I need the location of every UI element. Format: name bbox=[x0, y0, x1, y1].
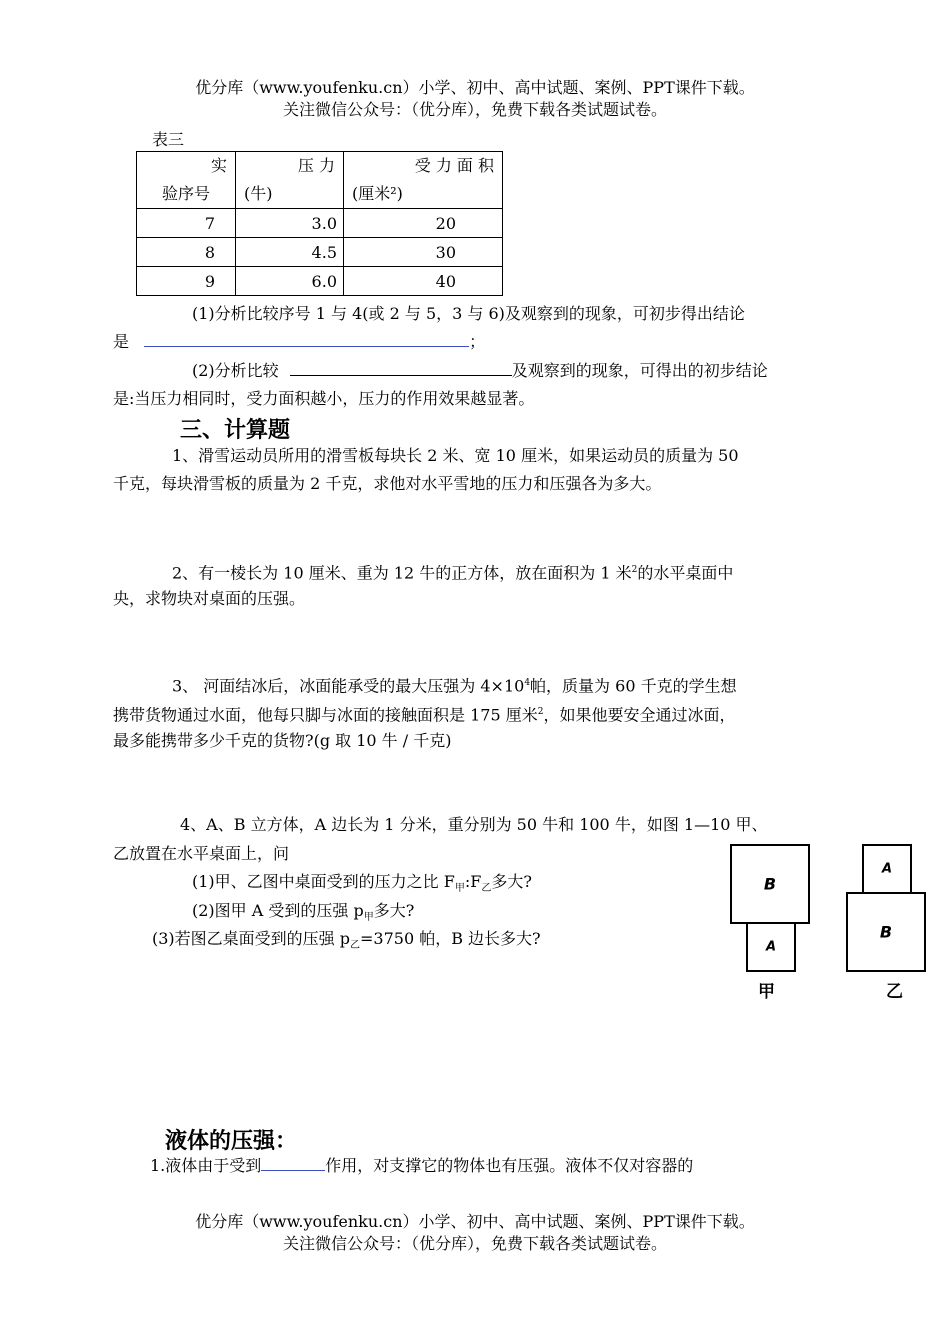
problem-4-line2: 乙放置在水平桌面上，问 bbox=[113, 844, 290, 863]
text: 是 bbox=[113, 332, 130, 351]
data-table bbox=[136, 151, 503, 296]
table-header-row bbox=[137, 152, 503, 209]
answer-blank-2[interactable] bbox=[290, 359, 512, 376]
superscript: 4 bbox=[524, 678, 531, 688]
cell-id: 7 bbox=[137, 209, 236, 238]
header-text: 验序号 bbox=[161, 184, 210, 203]
cell-area: 30 bbox=[344, 238, 503, 267]
problem-4-q3 bbox=[152, 925, 541, 960]
footer-line-2: 关注微信公众号：（优分库），免费下载各类试题试卷。 bbox=[282, 1234, 667, 1253]
text: ，如果他要安全通过冰面， bbox=[543, 705, 736, 725]
cell-area: 20 bbox=[344, 209, 503, 238]
header-line-1: 优分库（www.youfenku.cn）小学、初中、高中试题、案例、PPT课件下载。 bbox=[195, 78, 755, 97]
block-label: A bbox=[765, 939, 777, 955]
superscript: 2 bbox=[631, 565, 638, 575]
text: ； bbox=[469, 332, 486, 351]
header-text: (牛) bbox=[244, 184, 273, 203]
text: 1.液体由于受到 bbox=[150, 1156, 262, 1175]
header-text: 受 力 面 积 bbox=[414, 156, 494, 175]
block-label: A bbox=[881, 861, 893, 877]
text: (2)分析比较 bbox=[192, 361, 279, 380]
figure-jia-block-bottom bbox=[746, 922, 796, 972]
subscript: 乙 bbox=[350, 940, 360, 952]
problem-2-line1 bbox=[172, 556, 733, 587]
problem-2-line2: 央，求物块对桌面的压强。 bbox=[113, 589, 306, 608]
header-cell-force bbox=[236, 152, 344, 209]
analysis-q1-line1: (1)分析比较序号 1 与 4(或 2 与 5，3 与 6)及观察到的现象，可初步得出结论 bbox=[192, 304, 745, 323]
table-row bbox=[137, 209, 503, 238]
footer-line-1: 优分库（www.youfenku.cn）小学、初中、高中试题、案例、PPT课件下载。 bbox=[195, 1212, 755, 1231]
answer-blank-1[interactable] bbox=[144, 330, 469, 347]
header-text: (厘米²) bbox=[352, 184, 403, 203]
header-text: 压 力 bbox=[297, 156, 335, 175]
header-cell-area bbox=[344, 152, 503, 209]
cell-force: 3.0 bbox=[236, 209, 344, 238]
liquid-section-title: 液体的压强： bbox=[165, 1129, 298, 1154]
text: 作用，对支撑它的物体也有压强。液体不仅对容器的 bbox=[325, 1156, 694, 1175]
text: :F bbox=[464, 872, 482, 891]
cell-id: 9 bbox=[137, 267, 236, 296]
problem-1-line2: 千克，每块滑雪板的质量为 2 千克，求他对水平雪地的压力和压强各为多大。 bbox=[113, 474, 662, 493]
table-row bbox=[137, 238, 503, 267]
table-row bbox=[137, 267, 503, 296]
section-title: 三、计算题 bbox=[180, 418, 291, 443]
figure-jia-block-top bbox=[730, 844, 810, 924]
problem-3-line3: 最多能携带多少千克的货物?(g 取 10 牛 / 千克) bbox=[113, 731, 452, 750]
analysis-q2-line1 bbox=[192, 357, 768, 385]
analysis-q2-line2: 是:当压力相同时，受力面积越小，压力的作用效果越显著。 bbox=[113, 389, 535, 408]
cell-force: 4.5 bbox=[236, 238, 344, 267]
cell-area: 40 bbox=[344, 267, 503, 296]
answer-blank-3[interactable] bbox=[261, 1154, 325, 1171]
subscript: 甲 bbox=[454, 883, 465, 895]
text: 及观察到的现象，可得出的初步结论 bbox=[511, 361, 768, 380]
problem-3-line1 bbox=[172, 669, 737, 700]
text: 多大? bbox=[373, 901, 415, 920]
cell-force: 6.0 bbox=[236, 267, 344, 296]
text: 的水平桌面中 bbox=[637, 563, 734, 583]
block-label: B bbox=[763, 874, 777, 894]
figure-yi-block-top bbox=[862, 844, 912, 894]
header-cell-id bbox=[137, 152, 236, 209]
header-text: 实 bbox=[210, 156, 227, 175]
text: (1)甲、乙图中桌面受到的压力之比 F bbox=[192, 872, 455, 891]
block-label: B bbox=[879, 922, 893, 942]
superscript: 2 bbox=[537, 707, 544, 717]
table-caption: 表三 bbox=[152, 130, 185, 149]
problem-1-line1: 1、滑雪运动员所用的滑雪板每块长 2 米、宽 10 厘米，如果运动员的质量为 50 bbox=[172, 446, 739, 465]
problem-4-line1: 4、A、B 立方体，A 边长为 1 分米，重分别为 50 牛和 100 牛，如图 1—10 甲、 bbox=[180, 815, 768, 834]
text: 帕，质量为 60 千克的学生想 bbox=[530, 676, 737, 696]
text: 携带货物通过水面，他每只脚与冰面的接触面积是 175 厘米 bbox=[113, 705, 538, 725]
figure-yi-block-bottom bbox=[846, 892, 926, 972]
text: (3)若图乙桌面受到的压强 p bbox=[152, 929, 350, 948]
text: 多大? bbox=[491, 872, 532, 891]
text: (2)图甲 A 受到的压强 p bbox=[192, 901, 364, 920]
subscript: 甲 bbox=[363, 912, 374, 924]
analysis-q1-line2 bbox=[113, 328, 485, 356]
figure-yi-caption: 乙 bbox=[886, 982, 903, 1002]
liquid-line1 bbox=[150, 1152, 693, 1180]
text: =3750 帕，B 边长多大? bbox=[360, 929, 541, 948]
header-line-2: 关注微信公众号：（优分库），免费下载各类试题试卷。 bbox=[282, 100, 667, 119]
subscript: 乙 bbox=[481, 883, 492, 895]
cell-id: 8 bbox=[137, 238, 236, 267]
text: 2、有一棱长为 10 厘米、重为 12 牛的正方体，放在面积为 1 米 bbox=[172, 563, 632, 583]
figure-jia-caption: 甲 bbox=[758, 982, 775, 1002]
text: 3、 河面结冰后，冰面能承受的最大压强为 4×10 bbox=[172, 676, 525, 696]
problem-3-line2 bbox=[113, 698, 735, 729]
